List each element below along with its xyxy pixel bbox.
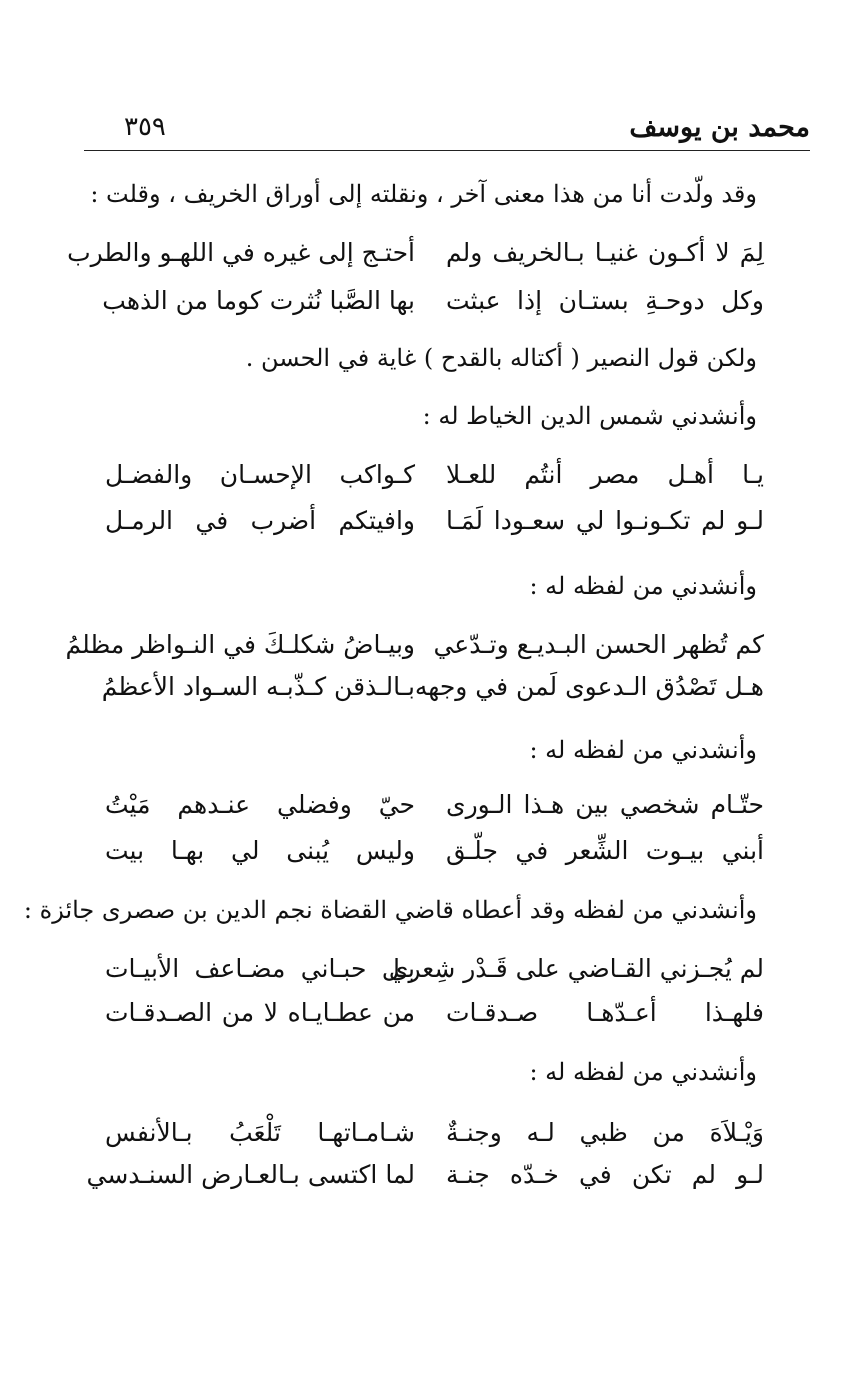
verse-hemistich-second: حيّ وفضلي عنـدهم مَيْتُ	[105, 790, 415, 819]
verse-hemistich-second: كـواكب الإحسـان والفضـل	[105, 460, 415, 489]
prose-line: وقد ولّدت أنا من هذا معنى آخر ، ونقلته إلى أوراق الخريف ، وقلت :	[90, 180, 757, 208]
verse-hemistich-first: لم يُجـزني القـاضي على قَـدْر شِعري	[388, 954, 764, 983]
verse-hemistich-second: شـامـاتهـا تَلْعَبُ بـالأنفس	[105, 1118, 415, 1147]
verse-hemistich-second: بـالـذقن كـذّبـه السـواد الأعظمُ	[101, 672, 415, 701]
header-rule	[84, 150, 810, 151]
prose-line: وأنشدني من لفظه له :	[529, 572, 757, 600]
prose-line: وأنشدني من لفظه له :	[529, 736, 757, 764]
page-number: ٣٥٩	[124, 112, 166, 142]
verse-hemistich-second: بـل حبـاني مضـاعف الأبيـات	[105, 954, 415, 983]
verse-hemistich-second: بها الصَّبا نُثرت كوما من الذهب	[102, 286, 415, 315]
verse-hemistich-first: وَيْـلاَهَ من ظبي لـه وجنـةٌ	[446, 1118, 764, 1147]
verse-hemistich-second: أحتـج إلى غيره في اللهـو والطرب	[67, 238, 415, 267]
prose-line: وأنشدني من لفظه له :	[529, 1058, 757, 1086]
page-header	[84, 112, 810, 152]
verse-hemistich-first: كم تُظهر الحسن البـديـع وتـدّعي	[433, 630, 764, 659]
verse-hemistich-first: لِمَ لا أكـون غنيـا بـالخريف ولم	[446, 238, 764, 267]
prose-line: ولكن قول النصير ( أكتاله بالقدح ) غاية في الحسن .	[245, 344, 757, 372]
verse-hemistich-second: وبيـاضُ شكلـكَ في النـواظر مظلمُ	[65, 630, 415, 659]
verse-hemistich-first: يـا أهـل مصر أنتُم للعـلا	[446, 460, 764, 489]
verse-hemistich-first: لـو لم تكـونـوا لي سعـودا لَمَـا	[446, 506, 764, 535]
prose-line: وأنشدني من لفظه وقد أعطاه قاضي القضاة نجم الدين بن صصرى جائزة :	[23, 896, 757, 924]
verse-hemistich-first: أبني بيـوت الشِّعر في جلّـق	[446, 836, 764, 865]
verse-hemistich-first: وكل دوحـةِ بستـان إذا عبثت	[446, 286, 764, 315]
verse-hemistich-second: من عطـايـاه لا من الصـدقـات	[105, 998, 415, 1027]
running-title: محمد بن يوسف	[629, 112, 810, 143]
verse-hemistich-first: لـو لم تكن في خـدّه جنـة	[446, 1160, 764, 1189]
prose-line: وأنشدني شمس الدين الخياط له :	[422, 402, 757, 430]
verse-hemistich-first: فلهـذا أعـدّهـا صـدقـات	[446, 998, 764, 1027]
verse-hemistich-first: حتّـام شخصي بين هـذا الـورى	[446, 790, 764, 819]
verse-hemistich-first: هـل تَصْدُق الـدعوى لَمن في وجهه	[414, 672, 764, 701]
verse-hemistich-second: وليس يُبنى لي بهـا بيت	[105, 836, 415, 865]
verse-hemistich-second: لما اكتسى بـالعـارض السنـدسي	[86, 1160, 415, 1189]
verse-hemistich-second: وافيتكم أضرب في الرمـل	[105, 506, 415, 535]
